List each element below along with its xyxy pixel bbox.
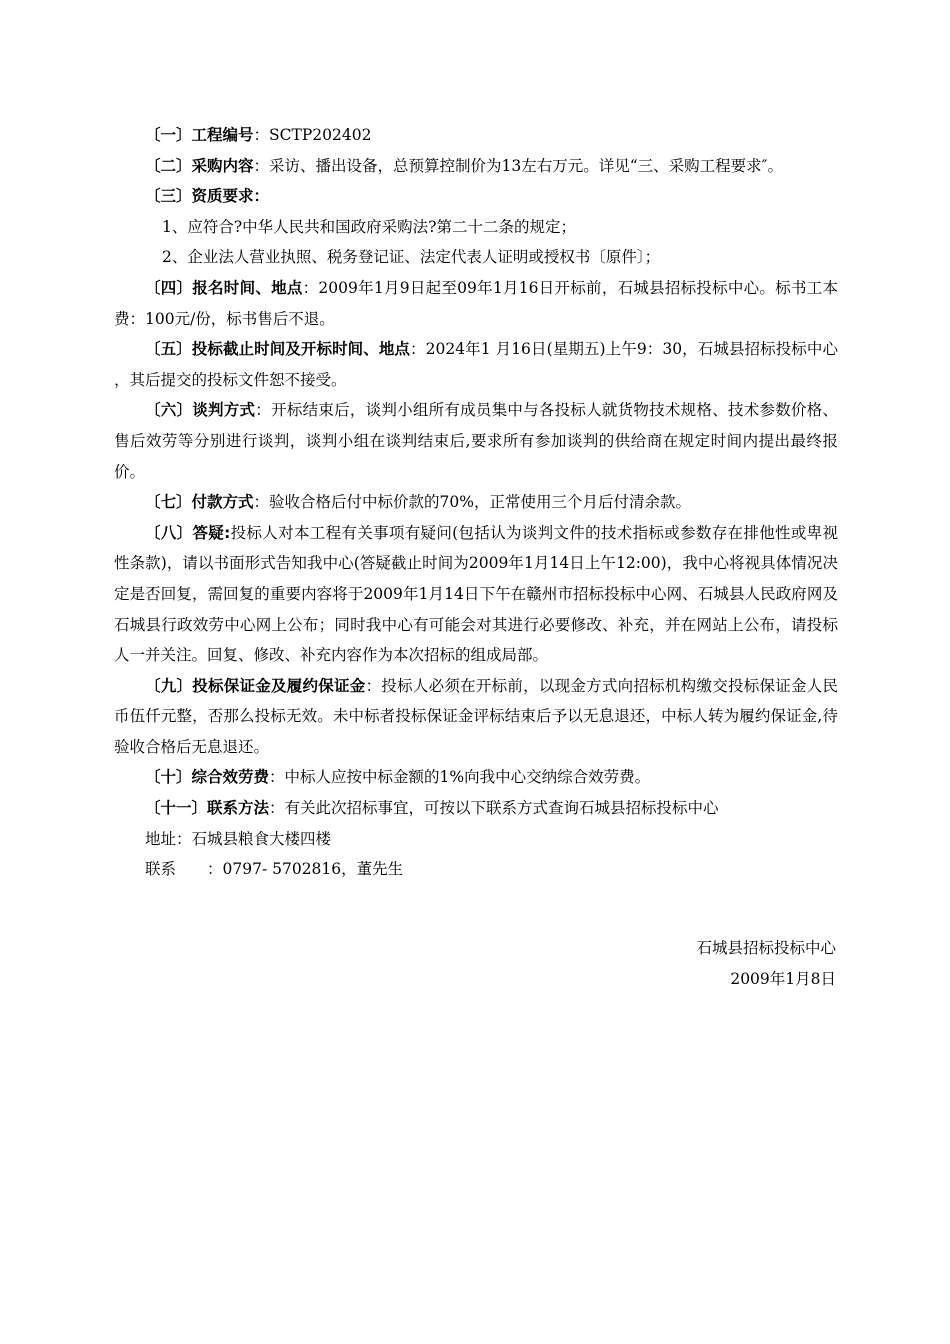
contact-address: [114, 824, 838, 855]
section-separator: ：: [253, 156, 270, 175]
section-text: 2009年1月9日起至09年1月16日开标前，石城县招标投标中心。标书工本费：100元/份，标书售后不退。: [114, 278, 838, 328]
section-project-number: [114, 120, 838, 151]
section-text: SCTP202402: [269, 126, 372, 144]
section-payment: [114, 487, 838, 518]
section-separator: ：: [410, 340, 426, 359]
section-contact: [114, 793, 838, 824]
section-separator: ：: [269, 768, 285, 787]
qualification-item-1: [114, 212, 838, 243]
section-separator: ：: [253, 126, 270, 144]
section-registration: [114, 273, 838, 334]
qualification-item-2: [114, 242, 838, 273]
section-text: 2024年1 月16日(星期五)上午9：30，石城县招标投标中心 ，其后提交的投标文件恕不接受。: [114, 340, 838, 389]
signature-date: 2009年1月8日: [730, 969, 836, 988]
section-separator: :: [224, 523, 231, 542]
section-label: 〔二〕采购内容: [145, 156, 254, 175]
section-negotiation: [114, 395, 838, 487]
section-text: 有关此次招标事宜，可按以下联系方式查询石城县招标投标中心: [284, 799, 719, 818]
section-bid-deadline: [114, 334, 838, 395]
section-separator: ：: [302, 278, 319, 297]
item-text: 1、应符合?中华人民共和国政府采购法?第二十二条的规定；: [162, 217, 576, 236]
section-label: 〔五〕投标截止时间及开标时间、地点: [145, 340, 411, 359]
signature-org: 石城县招标投标中心: [696, 939, 836, 957]
contact-phone-text: 联系 ：0797- 5702816，董先生: [145, 860, 404, 879]
section-text: 投标人必须在开标前，以现金方式向招标机构缴交投标保证金人民币伍仟元整，否那么投标无效。未中标者投标保证金评标结束后予以无息退还，中标人转为履约保证金,待验收合格后无息退还。: [114, 676, 838, 756]
section-label: 〔八〕答疑: [145, 523, 225, 542]
contact-phone: [114, 854, 838, 885]
section-separator: ：: [255, 401, 272, 420]
section-label: 〔十一〕联系方法: [145, 799, 270, 818]
section-label: 〔三〕资质要求：: [145, 187, 270, 206]
section-text: 投标人对本工程有关事项有疑问(包括认为谈判文件的技术指标或参数存在排他性或卑视性条款)，请以书面形式告知我中心(答疑截止时间为2009年1月14日上午12:00)，我中心将视具体情况决定是否回复，需回复的重要内容将于2009年1月14日下午在赣州市招标投标中心网、石城县人民政府网及石城县行政效劳中心网上公布；同时我中心有可能会对其进行必要修改、补充，并在网站上公布，请投标人一并关注。回复、修改、补充内容作为本次招标的组成局部。: [114, 523, 838, 665]
signature-block: [696, 933, 836, 994]
section-separator: ：: [269, 799, 285, 818]
section-label: 〔四〕报名时间、地点: [145, 278, 303, 297]
section-label: 〔七〕付款方式: [145, 493, 254, 512]
section-separator: ：: [365, 676, 382, 695]
section-separator: ：: [253, 493, 270, 512]
section-label: 〔九〕投标保证金及履约保证金: [145, 676, 366, 695]
section-text: 开标结束后，谈判小组所有成员集中与各投标人就货物技术规格、技术参数价格、售后效劳等分别进行谈判，谈判小组在谈判结束后,要求所有参加谈判的供给商在规定时间内提出最终报价。: [114, 401, 838, 481]
section-text: 验收合格后付中标价款的70%，正常使用三个月后付清余款。: [269, 493, 691, 512]
section-service-fee: [114, 762, 838, 793]
section-text: 采访、播出设备，总预算控制价为13左右万元。详见“三、采购工程要求″。: [269, 156, 783, 175]
section-procurement-content: [114, 151, 838, 182]
document-body: [114, 120, 838, 885]
section-qa: [114, 518, 838, 671]
item-text: 2、企业法人营业执照、税务登记证、法定代表人证明或授权书〔原件〕；: [162, 248, 661, 267]
section-deposit: [114, 671, 838, 763]
section-text: 中标人应按中标金额的1%向我中心交纳综合效劳费。: [284, 768, 651, 787]
section-label: 〔一〕工程编号: [145, 126, 254, 144]
contact-address-text: 地址：石城县粮食大楼四楼: [145, 829, 332, 848]
section-label: 〔六〕谈判方式: [145, 401, 256, 420]
section-label: 〔十〕综合效劳费: [145, 768, 270, 787]
section-qualification: [114, 181, 838, 212]
